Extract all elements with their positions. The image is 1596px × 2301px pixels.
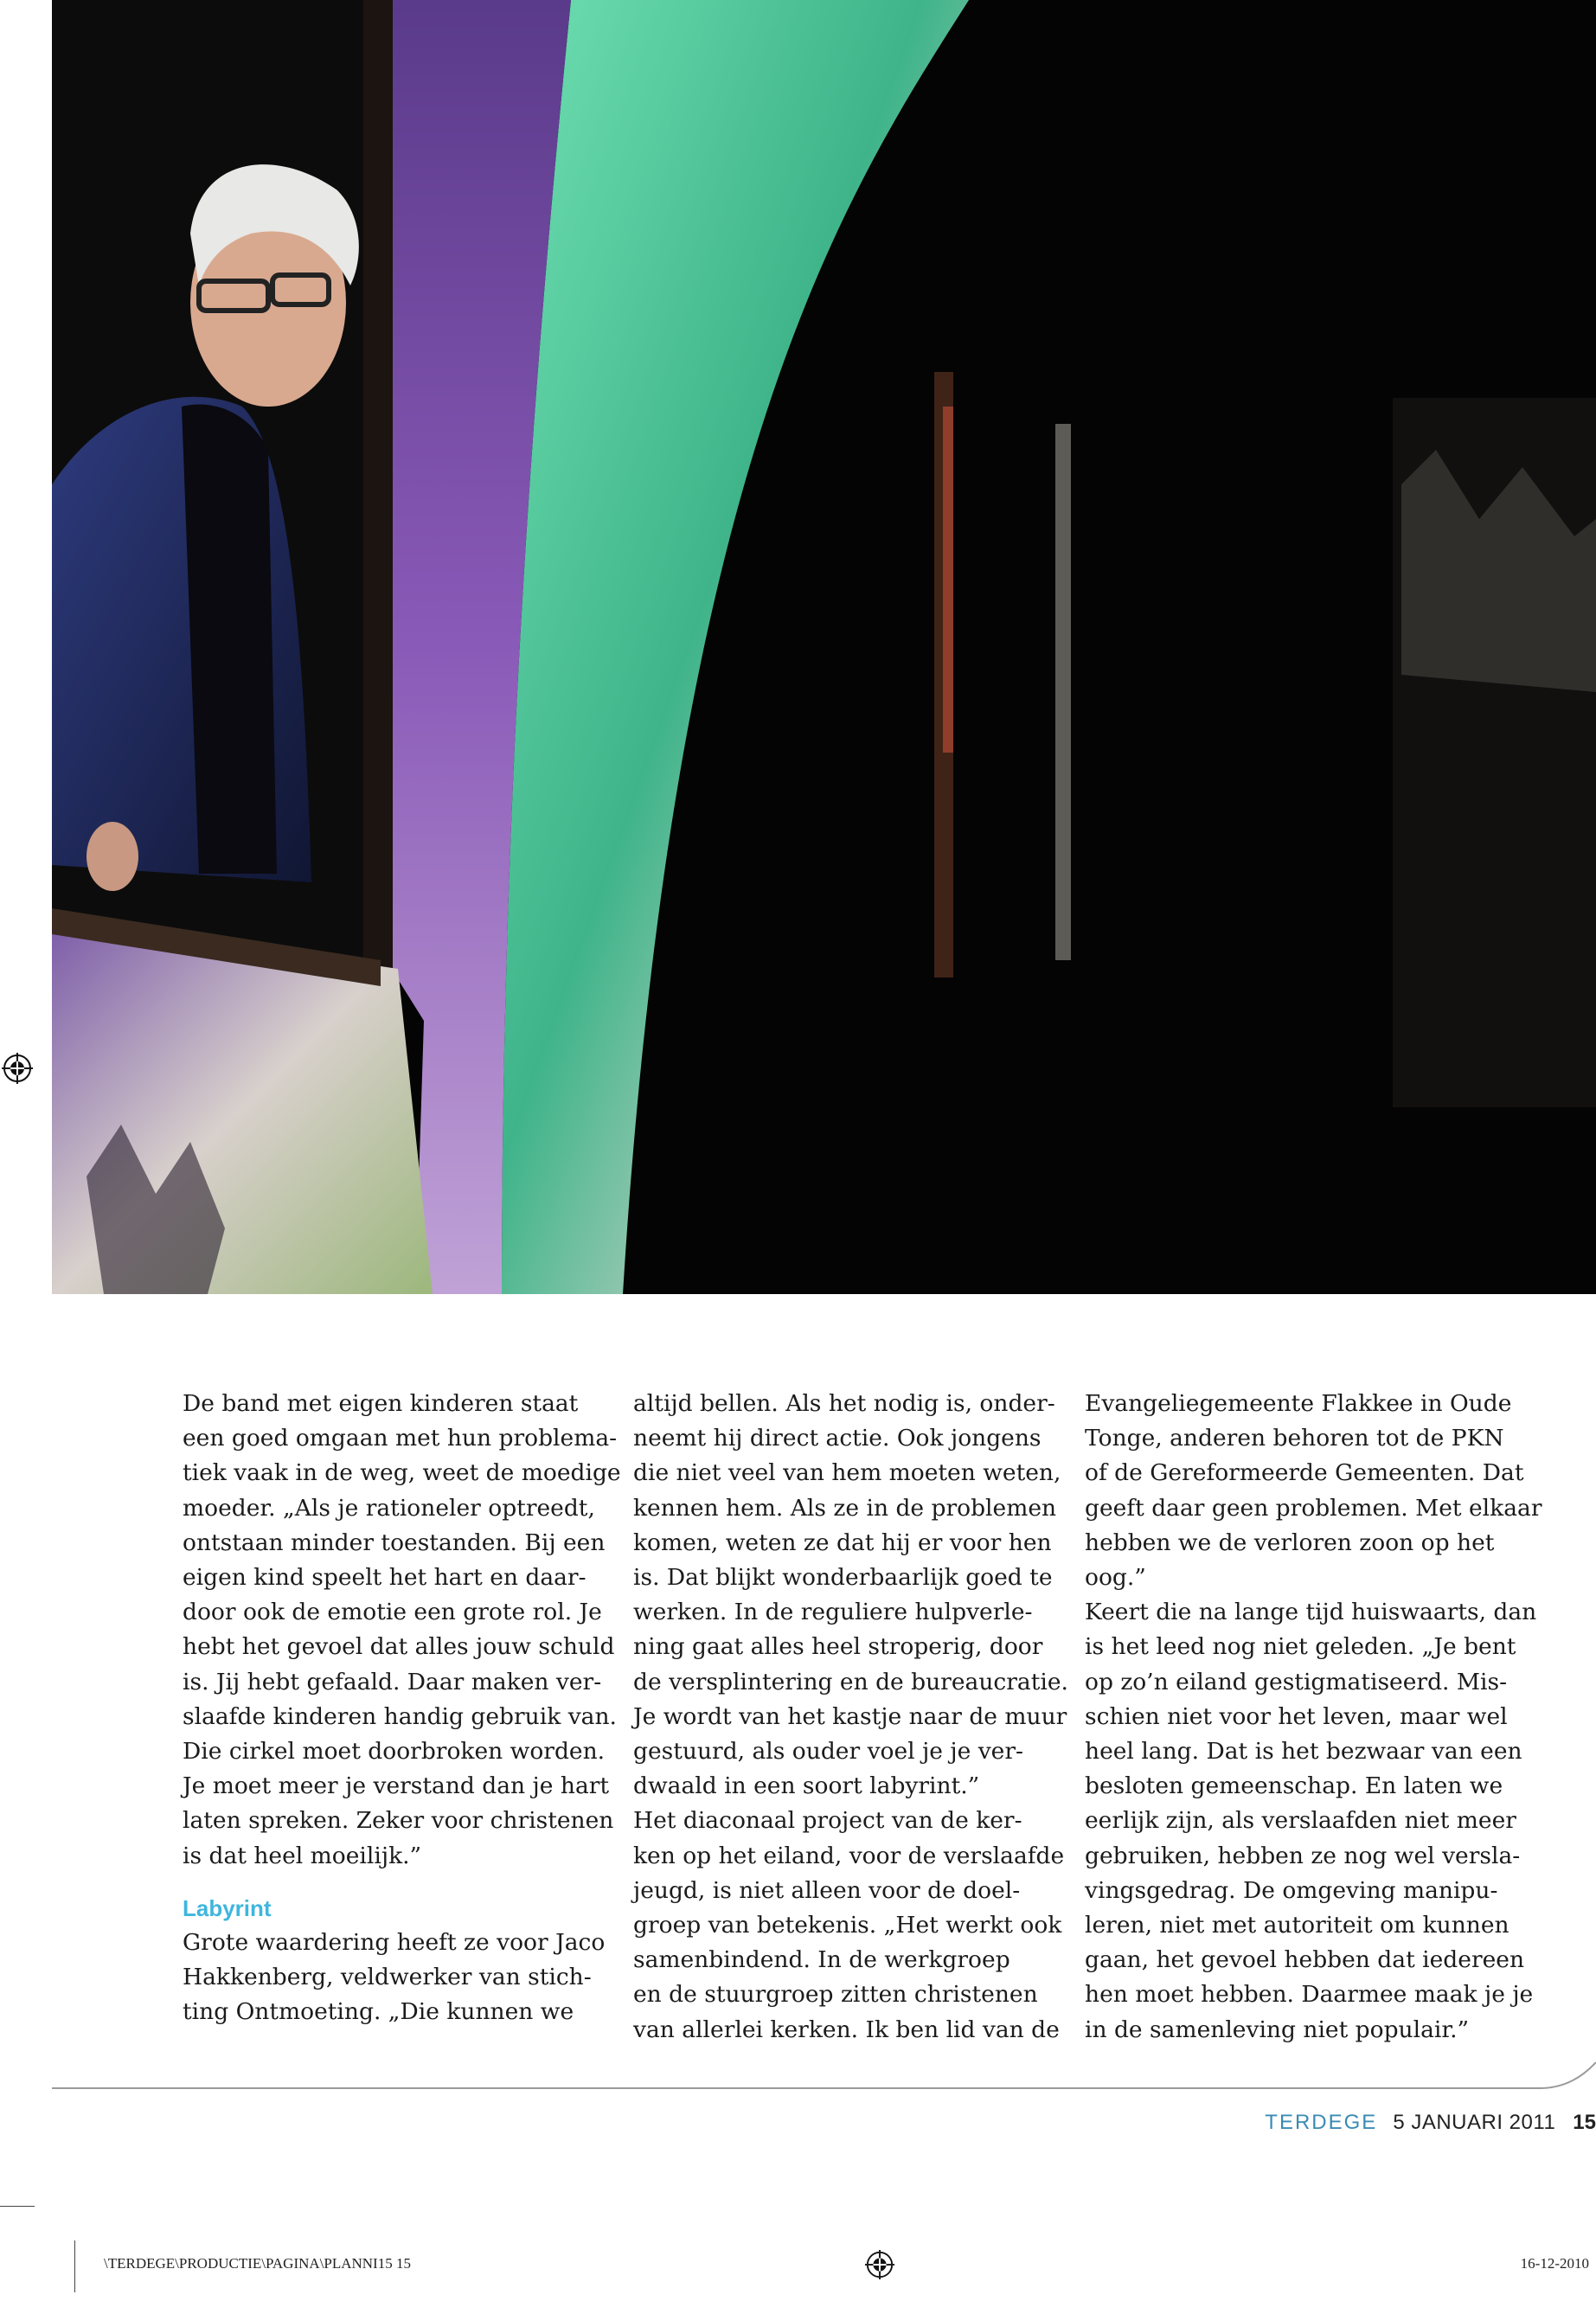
article-column-1 [183,1387,621,2030]
body-line: kennen hem. Als ze in de problemen [633,1494,1057,1522]
body-line: Hakkenberg, veldwerker van stich- [183,1964,592,1991]
slug-date: 16-12-2010 [1520,2255,1589,2272]
body-line: door ook de emotie een grote rol. Je [183,1599,602,1626]
body-line: eerlijk zijn, als verslaafden niet meer [1085,1807,1516,1835]
body-line: is dat heel moeilijk.” [183,1842,422,1869]
body-line: moeder. „Als je rationeler optreedt, [183,1494,595,1522]
body-line: eigen kind speelt het hart en daar- [183,1564,586,1592]
body-line: en de stuurgroep zitten christenen [633,1981,1038,2009]
body-line: schien niet voor het leven, maar wel [1085,1702,1508,1730]
body-line: gaan, het gevoel hebben dat iedereen [1085,1946,1525,1974]
slug-file-path: \TERDEGE\PRODUCTIE\PAGINA\PLANNI15 15 [104,2255,411,2272]
body-line: is. Jij hebt gefaald. Daar maken ver- [183,1668,602,1695]
body-line: altijd bellen. Als het nodig is, onder- [633,1390,1055,1417]
body-line: groep van betekenis. „Het werkt ook [633,1912,1062,1939]
body-line: van allerlei kerken. Ik ben lid van de [633,2016,1060,2043]
body-line: in de samenleving niet populair.” [1085,2016,1470,2043]
body-line: op zo’n eiland gestigmatiseerd. Mis- [1085,1668,1508,1695]
body-line: de versplintering en de bureaucratie. [633,1668,1068,1695]
body-line: hebt het gevoel dat alles jouw schuld [183,1633,615,1661]
body-line: samenbindend. In de werkgroep [633,1946,1010,1974]
section-subheading: Labyrint [183,1894,272,1921]
body-line: gebruiken, hebben ze nog wel versla- [1085,1842,1521,1869]
body-line: ning gaat alles heel stroperig, door [633,1633,1043,1661]
issue-date: 5 JANUARI 2011 [1393,2111,1556,2134]
body-line: vingsgedrag. De omgeving manipu- [1085,1876,1498,1904]
page-number: 15 [1573,2111,1596,2134]
registration-mark-icon [2,1053,33,1084]
body-line: Tonge, anderen behoren tot de PKN [1085,1425,1504,1452]
crop-mark [0,2206,35,2207]
body-line: die niet veel van hem moeten weten, [633,1459,1061,1487]
body-line: hebben we de verloren zoon op het [1085,1529,1495,1556]
article-column-2 [633,1387,1068,2048]
body-line: hen moet hebben. Daarmee maak je je [1085,1981,1534,2009]
body-line: dwaald in een soort labyrint.” [633,1772,980,1800]
body-line: oog.” [1085,1564,1146,1592]
body-line: laten spreken. Zeker voor christenen [183,1807,614,1835]
photo-illustration [52,0,1596,1294]
body-line: Het diaconaal project van de ker- [633,1807,1022,1835]
footer-rule [0,2059,1596,2093]
body-line: Keert die na lange tijd huiswaarts, dan [1085,1599,1537,1626]
body-line: Evangeliegemeente Flakkee in Oude [1085,1390,1512,1417]
hero-photo [52,0,1596,1294]
body-line: Grote waardering heeft ze voor Jaco [183,1929,606,1957]
article-column-3 [1085,1387,1542,2048]
body-line: Die cirkel moet doorbroken worden. [183,1738,606,1766]
body-line: slaafde kinderen handig gebruik van. [183,1702,617,1730]
body-line: besloten gemeenschap. En laten we [1085,1772,1503,1800]
magazine-name: TERDEGE [1265,2111,1378,2134]
body-line: of de Gereformeerde Gemeenten. Dat [1085,1459,1524,1487]
body-line: De band met eigen kinderen staat [183,1390,579,1417]
body-line: is het leed nog niet geleden. „Je bent [1085,1633,1516,1661]
body-line: ting Ontmoeting. „Die kunnen we [183,1998,574,2026]
body-line: jeugd, is niet alleen voor de doel- [633,1876,1021,1904]
body-line: komen, weten ze dat hij er voor hen [633,1529,1052,1556]
crop-mark [74,2240,75,2292]
body-line: neemt hij direct actie. Ook jongens [633,1425,1042,1452]
body-line: Je moet meer je verstand dan je hart [183,1772,610,1800]
registration-mark-icon [865,2250,894,2279]
body-line: heel lang. Dat is het bezwaar van een [1085,1738,1522,1766]
body-line: een goed omgaan met hun problema- [183,1425,618,1452]
page-folio [1265,2111,1596,2135]
body-line: Je wordt van het kastje naar de muur [633,1702,1067,1730]
body-line: werken. In de reguliere hulpverle- [633,1599,1033,1626]
body-line: ken op het eiland, voor de verslaafde [633,1842,1065,1869]
body-line: tiek vaak in de weg, weet de moedige [183,1459,621,1487]
body-line: ontstaan minder toestanden. Bij een [183,1529,606,1556]
body-line: leren, niet met autoriteit om kunnen [1085,1912,1509,1939]
body-line: is. Dat blijkt wonderbaarlijk goed te [633,1564,1053,1592]
body-line: geeft daar geen problemen. Met elkaar [1085,1494,1542,1522]
body-line: gestuurd, als ouder voel je je ver- [633,1738,1023,1766]
